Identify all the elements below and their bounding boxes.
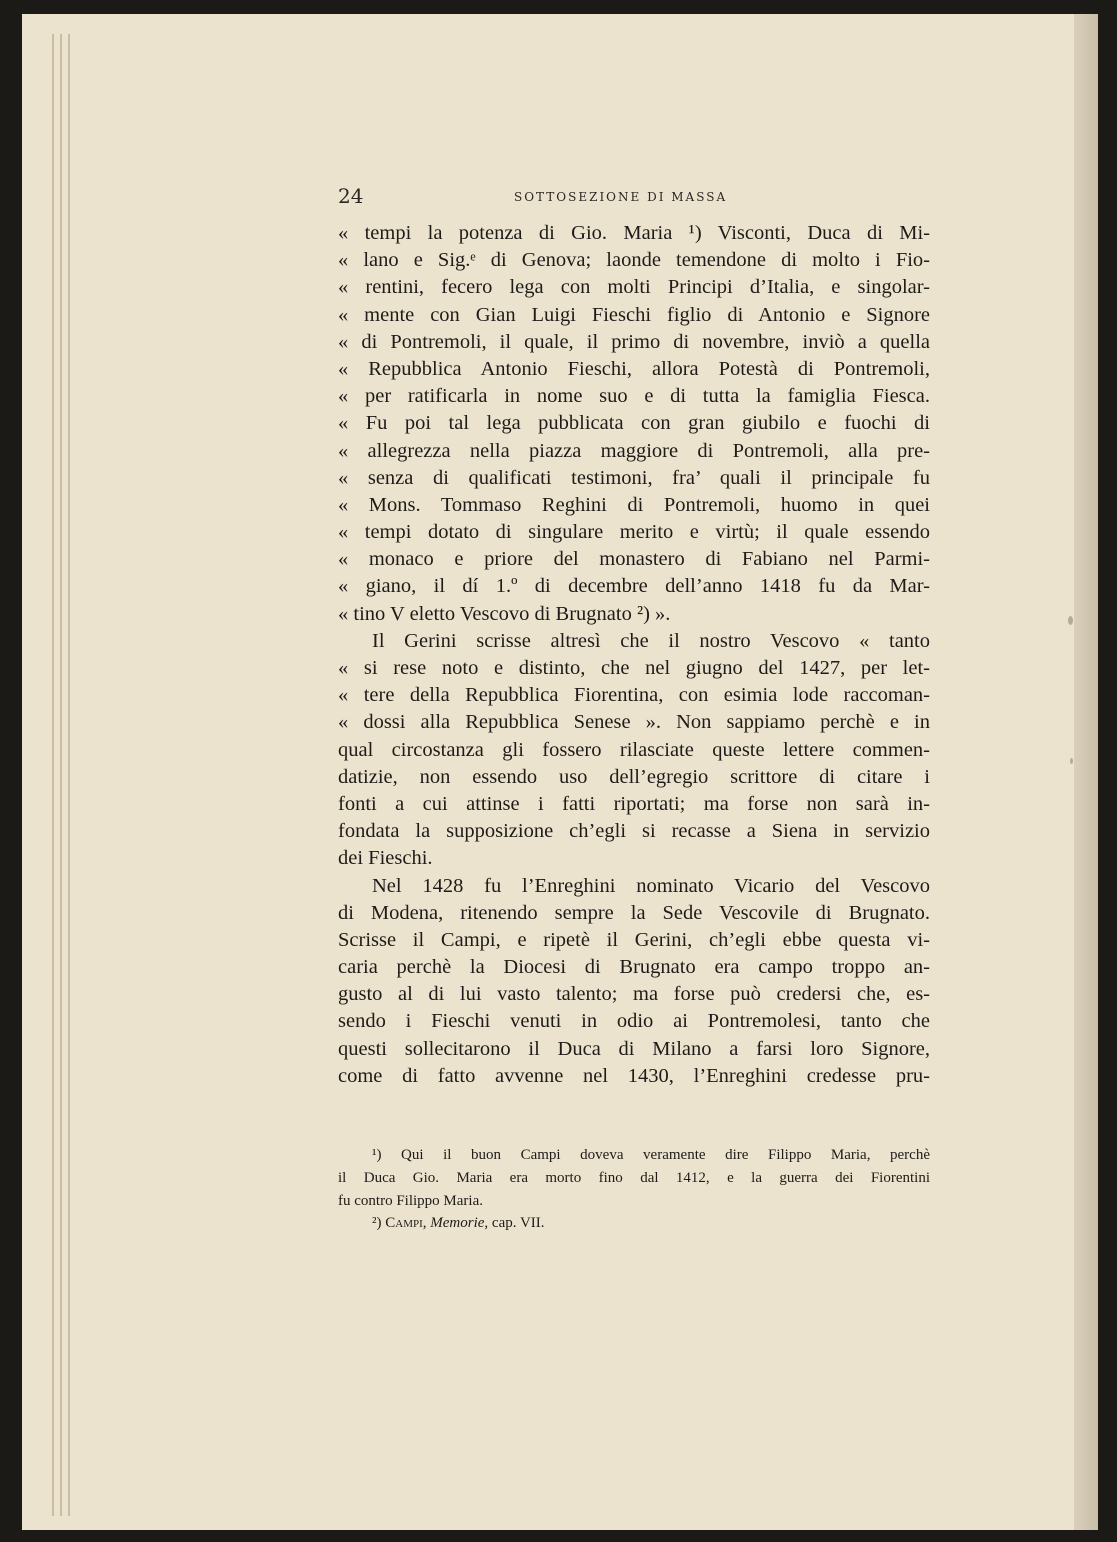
footnote-2 [338, 1212, 930, 1235]
page-edge [68, 34, 70, 1516]
text-line: « lano e Sig.ᵉ di Genova; laonde temendone di molto i Fio- [338, 249, 930, 272]
text-line: datizie, non essendo uso dell’egregio scrittore di citare i [338, 765, 930, 788]
text-line: « tempi dotato di singulare merito e virtù; il quale essendo [338, 521, 930, 544]
text-line: « senza di qualificati testimoni, fra’ quali il principale fu [338, 466, 930, 489]
page-edge [52, 34, 54, 1516]
footnote-2-marker: ²) [372, 1215, 382, 1232]
text-line: Il Gerini scrisse altresì che il nostro Vescovo « tanto [372, 629, 930, 652]
page-header [338, 184, 930, 210]
text-line: fondata la supposizione ch’egli si recasse a Siena in servizio [338, 820, 930, 843]
page-fold [1074, 14, 1098, 1530]
paper-spot [1068, 616, 1073, 625]
text-line: Nel 1428 fu l’Enreghini nominato Vicario del Vescovo [372, 874, 930, 897]
text-line: « tino V eletto Vescovo di Brugnato ²) ». [338, 602, 671, 625]
footnote-2-author: Campi, [385, 1215, 427, 1232]
text-line: di Modena, ritenendo sempre la Sede Vescovile di Brugnato. [338, 901, 930, 924]
text-line: questi sollecitarono il Duca di Milano a farsi loro Signore, [338, 1037, 930, 1060]
text-line: « Mons. Tommaso Reghini di Pontremoli, huomo in quei [338, 493, 930, 516]
text-line: dei Fieschi. [338, 847, 433, 870]
text-line: « dossi alla Repubblica Senese ». Non sappiamo perchè e in [338, 711, 930, 734]
page-edge [60, 34, 62, 1516]
body-text [338, 220, 930, 1090]
text-line: « tempi la potenza di Gio. Maria ¹) Visconti, Duca di Mi- [338, 222, 930, 244]
text-line: « giano, il dí 1.º di decembre dell’anno 1418 fu da Mar- [338, 575, 930, 598]
paper-spot [1070, 758, 1073, 764]
text-line: Scrisse il Campi, e ripetè il Gerini, ch’egli ebbe questa vi- [338, 928, 930, 951]
text-line: « rentini, fecero lega con molti Principi d’Italia, e singolar- [338, 276, 930, 299]
footnotes [338, 1144, 930, 1235]
text-line: « monaco e priore del monastero di Fabiano nel Parmi- [338, 548, 930, 571]
text-line: sendo i Fieschi venuti in odio ai Pontremolesi, tanto che [338, 1010, 930, 1033]
page-number: 24 [338, 184, 364, 208]
text-line: caria perchè la Diocesi di Brugnato era campo troppo an- [338, 956, 930, 979]
footnote-line: fu contro Filippo Maria. [338, 1192, 483, 1209]
text-line: qual circostanza gli fossero rilasciate queste lettere commen- [338, 738, 930, 761]
text-line: « mente con Gian Luigi Fieschi figlio di Antonio e Signore [338, 303, 930, 326]
footnote-2-title: Memorie, [430, 1215, 489, 1232]
text-line: « Fu poi tal lega pubblicata con gran giubilo e fuochi di [338, 412, 930, 435]
text-line: gusto al di lui vasto talento; ma forse può credersi che, es- [338, 983, 930, 1006]
text-line: fonti a cui attinse i fatti riportati; ma forse non sarà in- [338, 792, 930, 815]
footnote-line: ¹) Qui il buon Campi doveva veramente dire Filippo Maria, perchè [372, 1147, 930, 1163]
text-line: « di Pontremoli, il quale, il primo di novembre, inviò a quella [338, 330, 930, 353]
text-line: come di fatto avvenne nel 1430, l’Enreghini credesse pru- [338, 1064, 930, 1087]
footnote-line: il Duca Gio. Maria era morto fino dal 1412, e la guerra dei Fiorentini [338, 1169, 930, 1186]
text-line: « allegrezza nella piazza maggiore di Pontremoli, alla pre- [338, 439, 930, 462]
running-title: SOTTOSEZIONE DI MASSA [514, 190, 728, 204]
text-line: « Repubblica Antonio Fieschi, allora Potestà di Pontremoli, [338, 357, 930, 380]
text-line: « per ratificarla in nome suo e di tutta la famiglia Fiesca. [338, 385, 930, 408]
text-line: « tere della Repubblica Fiorentina, con esimia lode raccoman- [338, 684, 930, 707]
text-line: « si rese noto e distinto, che nel giugno del 1427, per let- [338, 657, 930, 679]
footnote-2-reference: cap. VII. [491, 1215, 545, 1232]
